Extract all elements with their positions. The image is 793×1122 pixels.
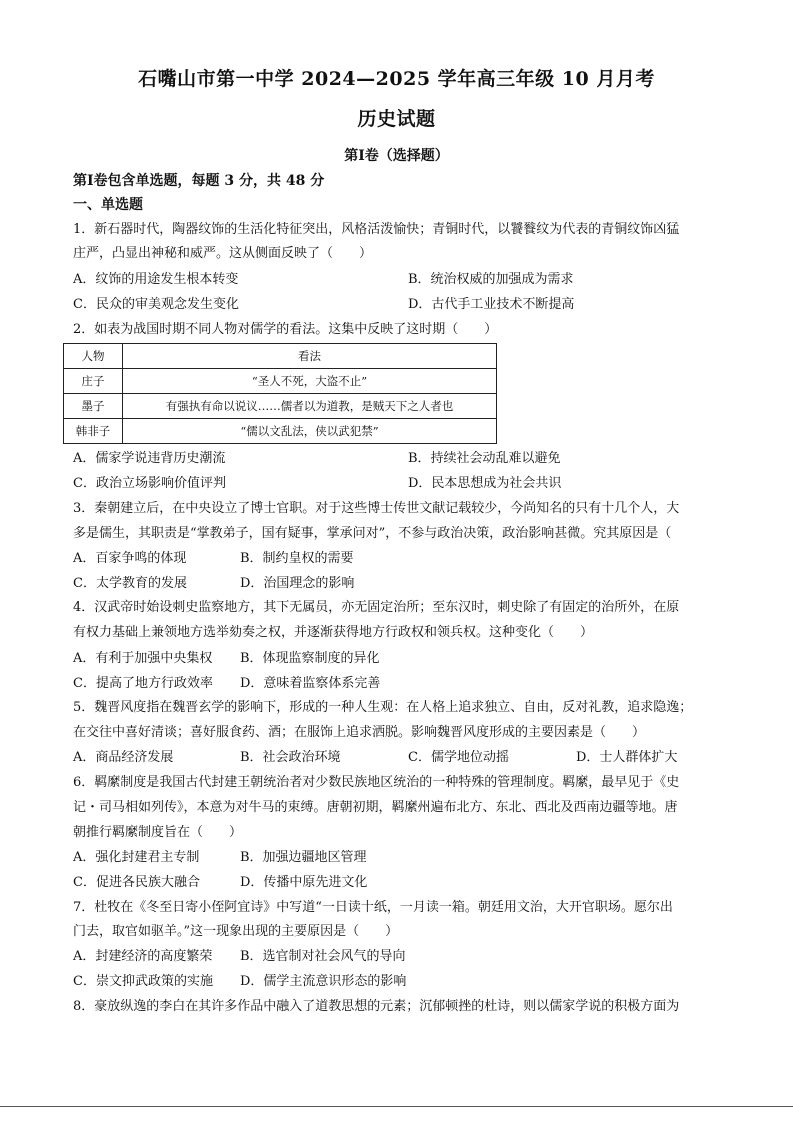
q5-option-a[interactable]: A．商品经济发展 (73, 750, 174, 765)
q7-option-b[interactable]: B．选官制对社会风气的导向 (240, 949, 406, 964)
q4-line-2: 有权力基础上兼领地方选举劾奏之权，并逐渐获得地方行政权和领兵权。这种变化（ ） (73, 625, 594, 640)
q2-option-a[interactable]: A．儒家学说违背历史潮流 (73, 451, 226, 466)
q1-option-d[interactable]: D．古代手工业技术不断提高 (408, 297, 575, 312)
q1-option-a[interactable]: A．纹饰的用途发生根本转变 (73, 272, 239, 287)
exam-title: 石嘴山市第一中学 2024—2025 学年高三年级 10 月月考 (138, 68, 655, 90)
q3-option-a[interactable]: A．百家争鸣的体现 (73, 551, 187, 566)
q2-option-b[interactable]: B．持续社会动乱难以避免 (408, 451, 561, 466)
q5-option-d[interactable]: D．士人群体扩大 (576, 750, 678, 765)
table-row (64, 419, 497, 444)
q6-option-d[interactable]: D．传播中原先进文化 (240, 875, 368, 890)
q4-option-a[interactable]: A．有利于加强中央集权 (73, 651, 213, 666)
q8-line-1: 8．豪放纵逸的李白在其许多作品中融入了道教思想的元素；沉郁顿挫的杜诗，则以儒家学说的积极方面为 (73, 999, 680, 1014)
table-row (64, 369, 497, 394)
q2-table (63, 343, 497, 444)
q4-line-1: 4．汉武帝时始设刺史监察地方，其下无属员，亦无固定治所；至东汉时，刺史除了有固定的治所外，在原 (73, 600, 680, 615)
q2-line-1: 2．如表为战国时期不同人物对儒学的看法。这集中反映了这时期（ ） (73, 322, 498, 337)
q5-line-1: 5．魏晋风度指在魏晋玄学的影响下，形成的一种人生观：在人格上追求独立、自由，反对礼教，追求隐逸； (73, 700, 693, 715)
table-cell-view: “儒以文乱法，侠以武犯禁” (123, 419, 497, 444)
q5-line-2: 在交往中喜好清谈；喜好服食药、酒；在服饰上追求洒脱。影响魏晋风度形成的主要因素是（ ） (73, 725, 646, 740)
table-cell-person: 墨子 (64, 394, 123, 419)
q1-option-c[interactable]: C．民众的审美观念发生变化 (73, 297, 239, 312)
q7-option-a[interactable]: A．封建经济的高度繁荣 (73, 949, 213, 964)
section-heading: 第Ⅰ卷（选择题） (344, 148, 449, 164)
part-heading: 一、单选题 (73, 197, 143, 213)
table-header-view: 看法 (123, 344, 497, 369)
table-cell-view: 有强执有命以说议……儒者以为道教，是贼天下之人者也 (123, 394, 497, 419)
subject-title: 历史试题 (357, 108, 436, 130)
table-cell-view: “圣人不死，大盗不止” (123, 369, 497, 394)
q3-line-1: 3．秦朝建立后，在中央设立了博士官职。对于这些博士传世文献记载较少，今尚知名的只有十几个人，大 (73, 501, 680, 516)
q6-line-1: 6．羁縻制度是我国古代封建王朝统治者对少数民族地区统治的一种特殊的管理制度。羁縻，最早见于《史 (73, 775, 680, 790)
table-row (64, 394, 497, 419)
q1-line-2: 庄严，凸显出神秘和威严。这从侧面反映了（ ） (73, 246, 373, 261)
q3-option-b[interactable]: B．制约皇权的需要 (240, 551, 354, 566)
q1-option-b[interactable]: B．统治权威的加强成为需求 (408, 272, 574, 287)
q6-option-b[interactable]: B．加强边疆地区管理 (240, 850, 367, 865)
table-cell-person: 庄子 (64, 369, 123, 394)
q7-line-2: 门去，取官如驱羊。”这一现象出现的主要原因是（ ） (73, 924, 399, 939)
q6-line-2: 记・司马相如列传》，本意为对牛马的束缚。唐朝初期，羁縻州遍布北方、东北、西北及西南边疆等地。唐 (73, 800, 678, 815)
q3-option-d[interactable]: D．治国理念的影响 (240, 576, 355, 591)
table-header-row (64, 344, 497, 369)
q3-line-2: 多是儒生，其职责是“掌教弟子，国有疑事，掌承问对”，不参与政治决策，政治影响甚微。究其原因是（ (73, 526, 672, 541)
q7-line-1: 7．杜牧在《冬至日寄小侄阿宜诗》中写道“一日读十纸，一月读一箱。朝廷用文治，大开官职场。愿尔出 (73, 900, 673, 915)
q7-option-c[interactable]: C．崇文抑武政策的实施 (73, 974, 213, 989)
q1-line-1: 1．新石器时代，陶器纹饰的生活化特征突出，风格活泼愉快；青铜时代，以饕餮纹为代表的青铜纹饰凶猛 (73, 222, 680, 237)
q2-option-d[interactable]: D．民本思想成为社会共识 (408, 476, 562, 491)
q4-option-c[interactable]: C．提高了地方行政效率 (73, 676, 213, 691)
table-cell-person: 韩非子 (64, 419, 123, 444)
q6-line-3: 朝推行羁縻制度旨在（ ） (73, 825, 243, 840)
table-header-person: 人物 (64, 344, 123, 369)
q4-option-d[interactable]: D．意味着监察体系完善 (240, 676, 381, 691)
q6-option-a[interactable]: A．强化封建君主专制 (73, 850, 200, 865)
page-bottom-rule (0, 1106, 793, 1107)
q2-option-c[interactable]: C．政治立场影响价值评判 (73, 476, 226, 491)
q6-option-c[interactable]: C．促进各民族大融合 (73, 875, 200, 890)
q5-option-b[interactable]: B．社会政治环境 (240, 750, 341, 765)
instructions: 第Ⅰ卷包含单选题，每题 3 分，共 48 分 (73, 173, 325, 189)
q7-option-d[interactable]: D．儒学主流意识形态的影响 (240, 974, 407, 989)
q4-option-b[interactable]: B．体现监察制度的异化 (240, 651, 380, 666)
q5-option-c[interactable]: C．儒学地位动摇 (408, 750, 509, 765)
q3-option-c[interactable]: C．太学教育的发展 (73, 576, 187, 591)
